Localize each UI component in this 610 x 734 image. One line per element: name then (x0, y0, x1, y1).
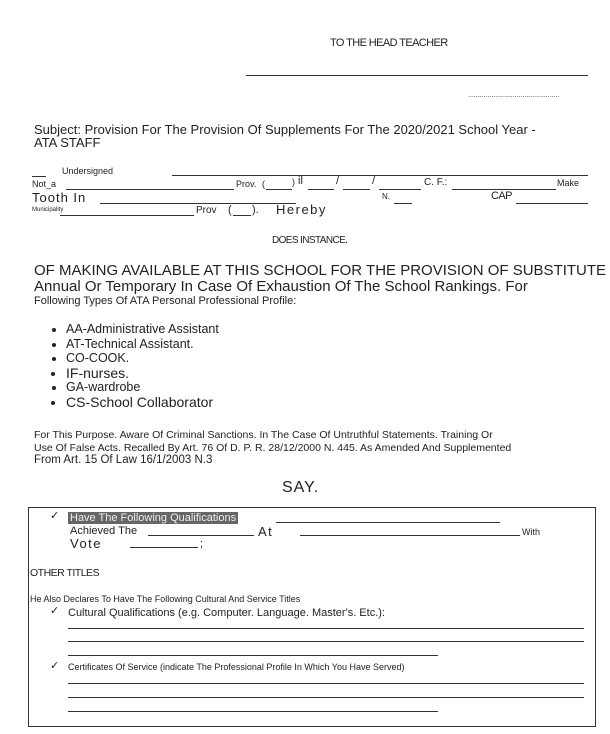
subject-line-1: Subject: Provision For The Provision Of Supplements For The 2020/2021 School Year - (34, 122, 536, 137)
born-at-label: Not_a (32, 179, 57, 189)
cf-label: C. F.: (424, 177, 448, 188)
with-label: With (522, 527, 540, 537)
vote-label: Vote (70, 536, 103, 551)
undersigned-label: Undersigned (62, 166, 114, 176)
subject-line-2: ATA STAFF (34, 135, 101, 150)
day-line[interactable] (308, 189, 334, 190)
certificates-line-1[interactable] (68, 683, 584, 684)
dotted-line: ............................................... (468, 92, 560, 99)
profile-item: • CO-COOK. (66, 351, 219, 366)
month-line[interactable] (343, 189, 370, 190)
prov-label: Prov. (236, 179, 257, 189)
hereby-label: Hereby (276, 202, 327, 217)
profile-list (50, 322, 219, 409)
achieved-label: Achieved The (70, 525, 138, 537)
municipality-line[interactable] (60, 215, 194, 216)
check-icon: ✓ (50, 660, 60, 672)
achieved-line[interactable] (148, 535, 254, 536)
certificates-label: Certificates Of Service (indicate The Professional Profile In Which You Have Served) (68, 662, 405, 672)
address-line[interactable] (100, 203, 296, 204)
declaration-line-1: For This Purpose. Aware Of Criminal Sanctions. In The Case Of Untruthful Statements. Training Or (34, 429, 493, 441)
cap-line[interactable] (516, 203, 588, 204)
certificates-line-3[interactable] (68, 711, 438, 712)
il-label: il (298, 175, 303, 187)
prov-line[interactable] (266, 189, 292, 190)
declaration-line-3: From Art. 15 Of Law 16/1/2003 N.3 (34, 454, 213, 466)
cultural-label: Cultural Qualifications (e.g. Computer. Language. Master's. Etc.): (68, 607, 385, 619)
prov2-line[interactable] (233, 215, 251, 216)
year-line[interactable] (379, 189, 421, 190)
cultural-line-3[interactable] (68, 655, 438, 656)
declaration-line-2: Use Of False Acts. Recalled By Art. 76 Of D. P. R. 28/12/2000 N. 445. As Amended And Supplemented (34, 442, 512, 454)
profile-item: • CS-School Collaborator (66, 395, 219, 410)
qualifications-label: Have The Following Qualifications (70, 512, 237, 524)
purpose-line-2: Annual Or Temporary In Case Of Exhaustion Of The School Rankings. For (34, 278, 528, 295)
say-heading: SAY. (282, 479, 320, 496)
vote-line[interactable] (130, 547, 198, 548)
profile-item: • AT-Technical Assistant. (66, 337, 219, 352)
other-titles: OTHER TITLES (30, 567, 100, 579)
also-declares: He Also Declares To Have The Following Cultural And Service Titles (30, 594, 301, 604)
cultural-line-1[interactable] (68, 628, 584, 629)
addressee-line[interactable] (246, 75, 588, 76)
tooth-in-label: Tooth In (32, 190, 87, 205)
prov2-label: Prov (196, 205, 217, 216)
title-line[interactable] (32, 176, 46, 177)
addressee: TO THE HEAD TEACHER (330, 37, 448, 49)
qualification-line[interactable] (276, 522, 500, 523)
name-line[interactable] (172, 175, 588, 176)
profile-item: • IF-nurses. (66, 366, 219, 381)
cap-label: CAP (491, 190, 512, 202)
n-line[interactable] (394, 203, 412, 204)
profile-item: • GA-wardrobe (66, 380, 219, 395)
certificates-line-2[interactable] (68, 697, 584, 698)
at-label: At (258, 524, 274, 539)
purpose-line-1: OF MAKING AVAILABLE AT THIS SCHOOL FOR THE PROVISION OF SUBSTITUTE (34, 262, 607, 279)
does-instance: DOES INSTANCE. (272, 235, 348, 246)
municipality-label: Municipality (32, 207, 64, 213)
check-icon: ✓ (50, 605, 60, 617)
make-label: Make (557, 178, 580, 188)
profile-item: • AA-Administrative Assistant (66, 322, 219, 337)
born-at-line[interactable] (66, 189, 234, 190)
at-line[interactable] (300, 535, 520, 536)
n-label: N. (382, 192, 390, 201)
cultural-line-2[interactable] (68, 641, 584, 642)
check-icon: ✓ (50, 510, 60, 522)
purpose-line-3: Following Types Of ATA Personal Professional Profile: (34, 295, 297, 307)
